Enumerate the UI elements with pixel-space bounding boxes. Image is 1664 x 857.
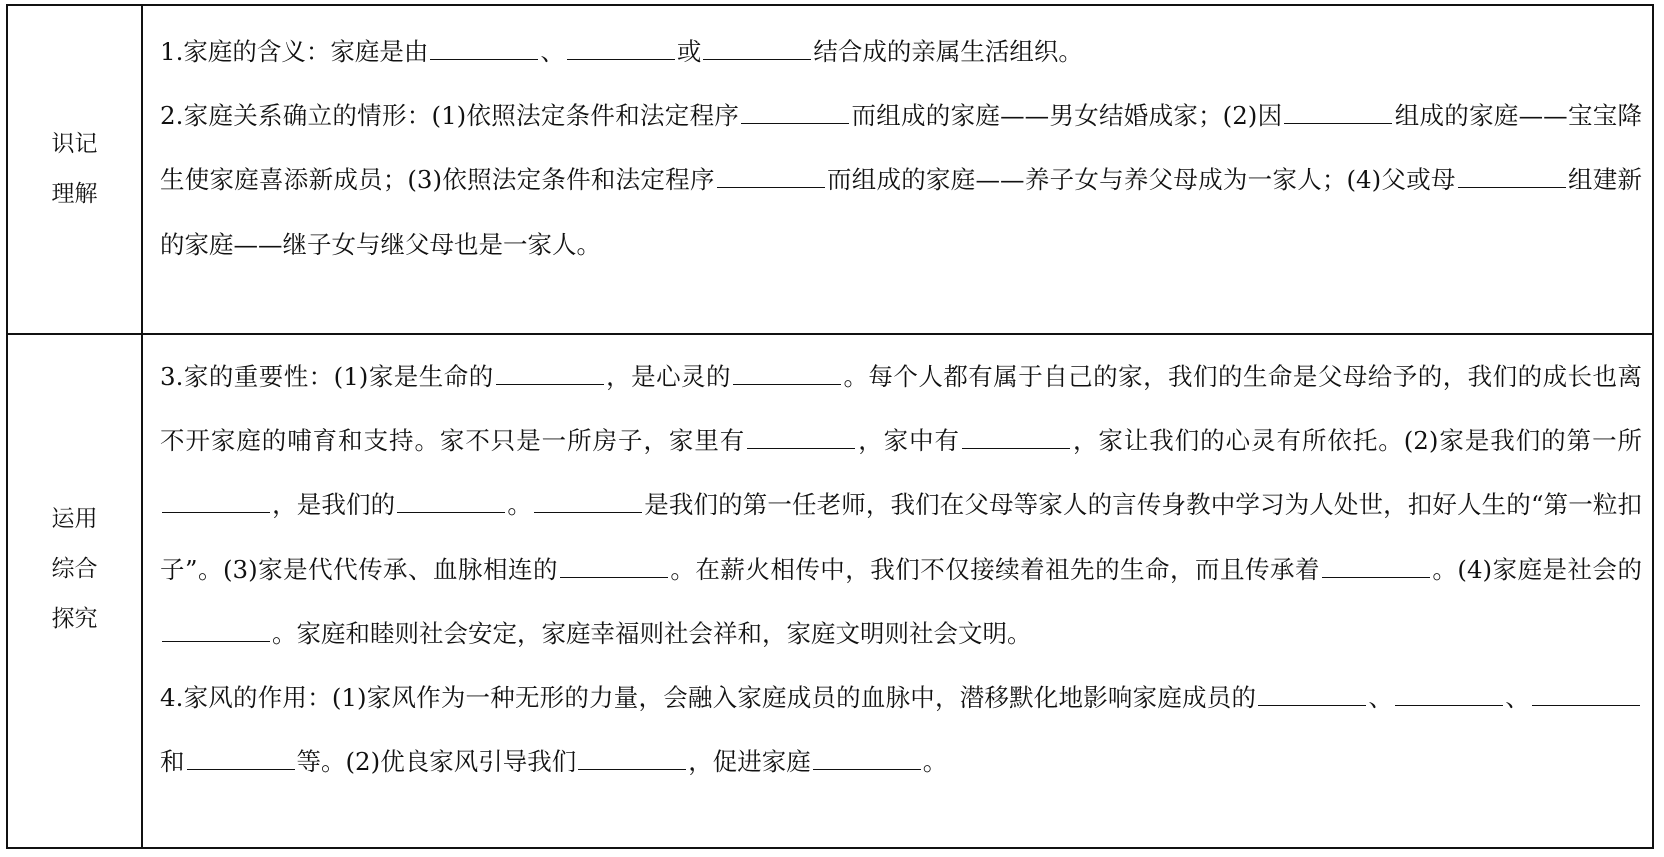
item-text: 1.家庭的含义：家庭是由	[160, 37, 429, 66]
item-text: 和	[160, 747, 185, 777]
answer-blank[interactable]	[567, 58, 675, 60]
item-text: 、	[1368, 683, 1394, 713]
answer-blank[interactable]	[1458, 186, 1566, 188]
answer-blank[interactable]	[1322, 576, 1430, 578]
item-text: ，是心灵的	[605, 362, 731, 391]
answer-blank[interactable]	[747, 447, 855, 449]
item-text: 。在薪火相传中，我们不仅接续着祖先的生命，而且传承着	[669, 554, 1320, 584]
answer-blank[interactable]	[1284, 122, 1392, 124]
item-text: 。家庭和睦则社会安定，家庭幸福则社会祥和，家庭文明则社会文明。	[272, 618, 1032, 648]
item-text: 结合成的亲属生活组织。	[813, 37, 1083, 66]
worksheet-table	[6, 4, 1654, 849]
answer-blank[interactable]	[962, 447, 1070, 449]
answer-blank[interactable]	[1395, 704, 1503, 706]
item-text: 。	[507, 490, 533, 520]
section-label-line: 理解	[51, 181, 98, 207]
item-text: 组成的家庭——宝宝降生使家庭喜添新成员；(3)依照法定条件和法定程序	[160, 101, 1643, 195]
item-3-family-importance	[160, 345, 1642, 666]
answer-blank[interactable]	[703, 58, 811, 60]
item-4-family-tradition	[160, 666, 1642, 794]
answer-blank[interactable]	[717, 186, 825, 188]
row-divider	[8, 333, 1652, 335]
section-label-line: 识记	[51, 131, 98, 157]
answer-blank[interactable]	[162, 511, 270, 513]
item-text: ，是我们的	[272, 490, 396, 520]
section-content-2	[160, 345, 1642, 794]
answer-blank[interactable]	[534, 511, 642, 513]
item-text: 4.家风的作用：(1)家风作为一种无形的力量，会融入家庭成员的血脉中，潜移默化地影响家庭成员的	[160, 683, 1257, 713]
item-text: 而组成的家庭——男女结婚成家；(2)因	[851, 101, 1283, 131]
answer-blank[interactable]	[187, 768, 295, 770]
section-label-memorize-understand	[8, 119, 141, 219]
answer-blank[interactable]	[162, 640, 270, 642]
section-label-line: 综合	[51, 556, 98, 582]
answer-blank[interactable]	[813, 768, 921, 770]
item-text: 3.家的重要性：(1)家是生命的	[160, 362, 494, 391]
item-text: 2.家庭关系确立的情形：(1)依照法定条件和法定程序	[160, 101, 740, 131]
answer-blank[interactable]	[430, 58, 538, 60]
item-text: 。每个人都有属于自己的家，我们的生命是父母给予的，我们的成长也离不开家庭的哺育和支持。家不只是一所房子，家里有	[160, 362, 1642, 456]
item-2-family-relations	[160, 84, 1642, 277]
item-text: 、	[1505, 683, 1531, 713]
item-1-family-meaning	[160, 20, 1642, 84]
answer-blank[interactable]	[741, 122, 849, 124]
item-text: ，家中有	[857, 426, 960, 456]
section-content-1	[160, 20, 1642, 277]
answer-blank[interactable]	[496, 383, 604, 385]
item-text: 、	[540, 37, 565, 66]
answer-blank[interactable]	[1532, 704, 1640, 706]
item-text: 。	[922, 747, 948, 777]
answer-blank[interactable]	[733, 383, 841, 385]
item-text: 。(4)家庭是社会的	[1431, 554, 1642, 584]
column-divider	[141, 6, 143, 847]
item-text: 而组成的家庭——养子女与养父母成为一家人；(4)父或母	[826, 165, 1456, 195]
answer-blank[interactable]	[578, 768, 686, 770]
section-label-line: 运用	[51, 506, 98, 532]
section-label-apply-explore	[8, 494, 141, 644]
item-text: 等。(2)优良家风引导我们	[296, 747, 577, 777]
section-label-line: 探究	[51, 606, 98, 632]
item-text: ，家让我们的心灵有所依托。(2)家是我们的第一所	[1072, 426, 1643, 456]
item-text: 组建新的家庭——继子女与继父母也是一家人。	[160, 165, 1643, 259]
item-text: ，促进家庭	[688, 747, 811, 777]
answer-blank[interactable]	[560, 576, 668, 578]
item-text: 或	[676, 37, 702, 66]
answer-blank[interactable]	[397, 511, 505, 513]
item-text: 是我们的第一任老师，我们在父母等家人的言传身教中学习为人处世，扣好人生的“第一粒扣子”。(3)家是代代传承、血脉相连的	[160, 490, 1642, 584]
answer-blank[interactable]	[1258, 704, 1366, 706]
